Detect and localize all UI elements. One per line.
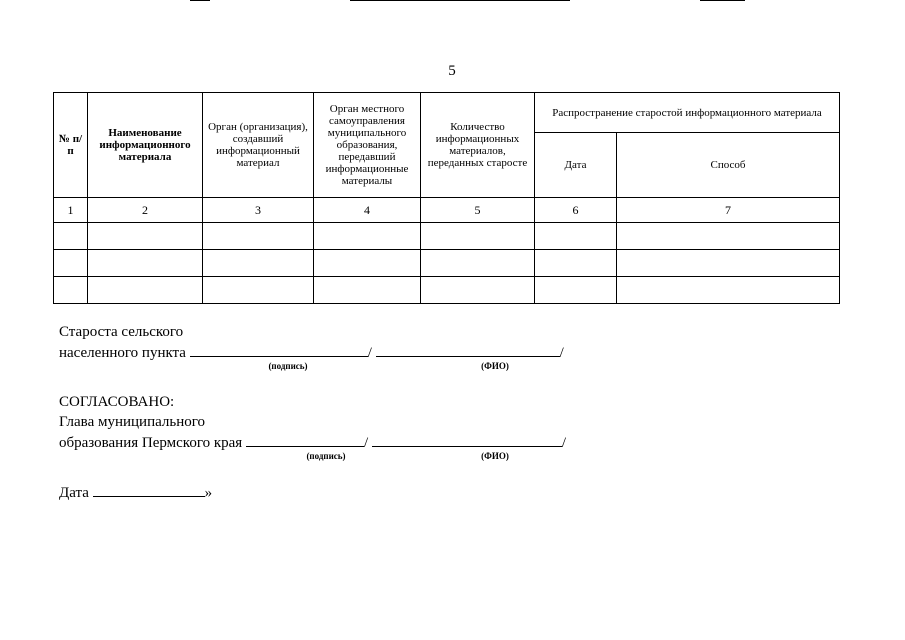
table-cell[interactable] <box>535 277 617 304</box>
table-cell[interactable] <box>535 223 617 250</box>
elder-name-caption: (ФИО) <box>481 361 509 371</box>
elder-title-line1: Староста сельского <box>59 324 184 340</box>
header-distribution: Распространение старостой информационного материала <box>535 93 840 133</box>
elder-signature-field[interactable] <box>190 342 368 357</box>
approval-title: СОГЛАСОВАНО: <box>59 394 175 410</box>
header-method: Способ <box>617 133 840 198</box>
slash: / <box>363 435 369 451</box>
table-cell[interactable] <box>54 223 88 250</box>
column-number: 6 <box>535 198 617 223</box>
table-cell[interactable] <box>54 250 88 277</box>
header-creator-organ: Орган (организация), создавший информационный материал <box>203 93 314 198</box>
approval-signature-caption: (подпись) <box>306 451 346 461</box>
table-cell[interactable] <box>617 250 840 277</box>
table-row <box>54 250 840 277</box>
table-cell[interactable] <box>617 223 840 250</box>
header-material-name: Наименование информационного материала <box>88 93 203 198</box>
page-number: 5 <box>448 63 456 79</box>
date-line <box>59 482 212 503</box>
approval-signature-field[interactable] <box>246 432 364 447</box>
information-materials-table <box>53 92 840 304</box>
elder-signature-block <box>59 322 564 363</box>
table-cell[interactable] <box>88 223 203 250</box>
approval-position-line2 <box>59 432 566 453</box>
table-cell[interactable] <box>421 223 535 250</box>
date-field[interactable] <box>93 482 205 497</box>
elder-name-field[interactable] <box>376 342 560 357</box>
table-cell[interactable] <box>203 277 314 304</box>
table-cell[interactable] <box>421 250 535 277</box>
slash: / <box>561 435 567 451</box>
approval-position-line1: Глава муниципального <box>59 414 206 430</box>
header-date: Дата <box>535 133 617 198</box>
table-cell[interactable] <box>203 250 314 277</box>
column-number-row <box>54 198 840 223</box>
table-cell[interactable] <box>88 250 203 277</box>
table-cell[interactable] <box>54 277 88 304</box>
column-number: 5 <box>421 198 535 223</box>
approval-position-label: образования Пермского края <box>59 435 243 451</box>
table-row <box>54 277 840 304</box>
table-cell[interactable] <box>421 277 535 304</box>
column-number: 2 <box>88 198 203 223</box>
elder-title-label: населенного пункта <box>59 345 186 361</box>
table-cell[interactable] <box>535 250 617 277</box>
table-cell[interactable] <box>88 277 203 304</box>
top-rule-middle <box>350 0 570 1</box>
slash: / <box>367 345 372 361</box>
table-cell[interactable] <box>203 223 314 250</box>
approval-name-caption: (ФИО) <box>481 451 509 461</box>
column-number: 3 <box>203 198 314 223</box>
approval-name-field[interactable] <box>372 432 562 447</box>
elder-title-line2 <box>59 342 564 363</box>
header-number: № п/п <box>54 93 88 198</box>
column-number: 4 <box>314 198 421 223</box>
elder-signature-caption: (подпись) <box>268 361 308 371</box>
date-quote-mark: » <box>204 485 213 501</box>
header-transmitting-organ: Орган местного самоуправления муниципального образования, передавший информационные материалы <box>314 93 421 198</box>
table-cell[interactable] <box>314 250 421 277</box>
column-number: 7 <box>617 198 840 223</box>
slash: / <box>559 345 564 361</box>
top-rule-left <box>190 0 210 1</box>
approval-block <box>59 392 566 453</box>
date-label: Дата <box>59 485 89 501</box>
column-number: 1 <box>54 198 88 223</box>
header-quantity: Количество информационных материалов, переданных старосте <box>421 93 535 198</box>
table-cell[interactable] <box>617 277 840 304</box>
top-rule-right <box>700 0 745 1</box>
table-row <box>54 223 840 250</box>
table-cell[interactable] <box>314 223 421 250</box>
table-cell[interactable] <box>314 277 421 304</box>
